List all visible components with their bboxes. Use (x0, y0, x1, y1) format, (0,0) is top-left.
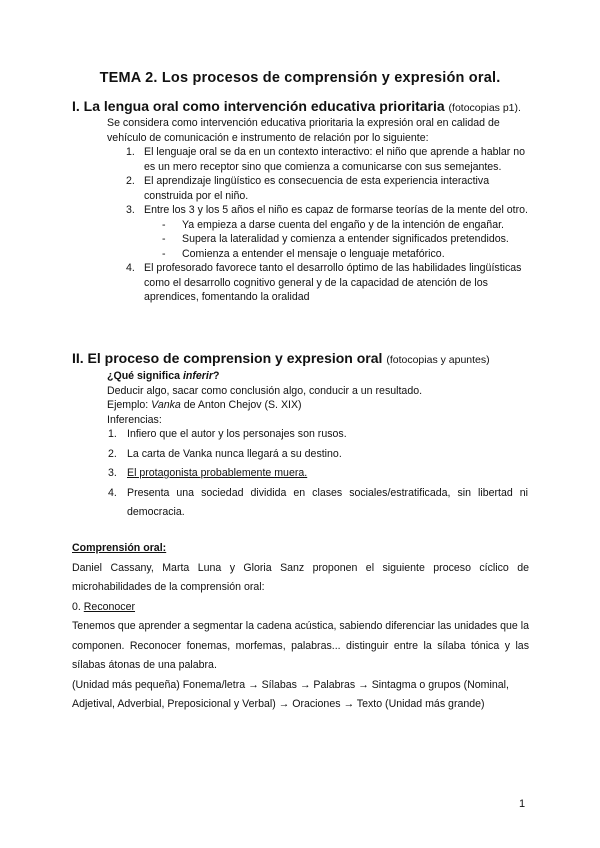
list-item-number: 2. (108, 447, 117, 460)
dash-bullet: - (162, 233, 166, 245)
list-item-text: Entre los 3 y los 5 años el niño es capaz de formarse teorías de la mente del otro. (144, 204, 528, 216)
list-item-number: 1. (108, 428, 117, 440)
list-item (126, 203, 531, 218)
example-line (107, 398, 537, 413)
list-item-text: Infiero que el autor y los personajes son rusos. (127, 428, 347, 440)
list-item-number: 4. (108, 486, 117, 499)
list-item (108, 464, 528, 484)
list-item-number: 1. (126, 146, 135, 158)
dash-bullet: - (162, 247, 166, 260)
step-text: Tenemos que aprender a segmentar la cadena acústica, sabiendo diferenciar las unidades que la componen. Reconocer fonemas, morfemas, palabras... distinguir entre la sílaba tónica y las sílabas átonas de una palabra. (72, 620, 530, 671)
list-item-text: Presenta una sociedad dividida en clases sociales/estratificada, sin libertad ni democracia. (127, 486, 528, 518)
sub-list-item (162, 218, 526, 233)
sub-list-item-text: Supera la lateralidad y comienza a entender significados pretendidos. (182, 233, 509, 245)
section-1-intro: Se considera como intervención educativa prioritaria la expresión oral en calidad de vehículo de comunicación e instrumento de relación por lo siguiente: (107, 117, 500, 144)
list-item-text: El protagonista probablemente muera. (127, 467, 308, 479)
comprension-block (72, 539, 529, 715)
list-item (108, 445, 528, 465)
list-item-number: 2. (126, 175, 135, 187)
sub-list (126, 218, 526, 262)
dash-bullet: - (162, 218, 166, 231)
example-prefix: Ejemplo: (107, 399, 152, 411)
definition: Deducir algo, sacar como conclusión algo, conducir a un resultado. (107, 384, 423, 397)
section-1-note: (fotocopias p1). (448, 102, 521, 114)
example-suffix: de Anton Chejov (S. XIX) (180, 399, 302, 411)
comprension-intro: Daniel Cassany, Marta Luna y Gloria Sanz proponen el siguiente proceso cíclico de microhabilidades de la comprensión oral: (72, 561, 529, 593)
comprension-heading: Comprensión oral: (72, 542, 167, 554)
list-item-number: 4. (126, 262, 135, 274)
list-item (108, 425, 528, 445)
inferir-block (107, 369, 537, 427)
question-line (107, 369, 537, 384)
inferences-list (108, 425, 528, 523)
sub-list-item-text: Ya empieza a darse cuenta del engaño y de la intención de engañar. (182, 218, 504, 231)
sub-list-item (162, 232, 526, 247)
list-item (126, 261, 531, 305)
sub-list-item-text: Comienza a entender el mensaje o lenguaje metafórico. (182, 247, 445, 260)
step-line (72, 598, 529, 618)
list-item-text: La carta de Vanka nunca llegará a su destino. (127, 447, 342, 460)
units-text: (Unidad más pequeña) Fonema/letra → Sílabas → Palabras → Sintagma o grupos (Nominal, Adjetival, Adverbial, Preposicional y Verbal) → Oraciones → Texto (Unidad más grande) (72, 678, 509, 710)
section-1-list (126, 145, 531, 305)
page-number: 1 (519, 798, 526, 810)
section-1-heading-text: I. La lengua oral como intervención educativa prioritaria (72, 98, 445, 114)
section-2-heading-text: II. El proceso de comprension y expresion oral (72, 350, 383, 366)
list-item (108, 484, 528, 523)
example-title: Vanka (151, 399, 181, 411)
list-item-number: 3. (126, 204, 135, 216)
list-item-text: El lenguaje oral se da en un contexto interactivo: el niño que aprende a hablar no es un mero receptor sino que comienza a comunicarse con sus semejantes. (144, 146, 526, 173)
step-number: 0. (72, 600, 84, 613)
list-item-number: 3. (108, 467, 117, 479)
question-word: inferir (182, 370, 213, 382)
section-1-heading (72, 98, 521, 114)
list-item (126, 145, 531, 174)
inferences-label: Inferencias: (107, 413, 162, 426)
list-item-text: El profesorado favorece tanto el desarrollo óptimo de las habilidades lingüísticas como el desarrollo cognitivo general y de la capacidad de atención de los aprendices, fomentando la oralidad (144, 262, 522, 303)
section-2-note: (fotocopias y apuntes) (386, 354, 490, 366)
list-item-text: El aprendizaje lingüístico es consecuencia de esta experiencia interactiva construida por el niño. (144, 175, 490, 202)
question-suffix: ? (212, 370, 220, 382)
question-prefix: ¿Qué significa (107, 370, 183, 382)
section-2-heading (72, 350, 490, 366)
step-label: Reconocer (83, 600, 136, 613)
page-title: TEMA 2. Los procesos de comprensión y expresión oral. (99, 70, 501, 86)
sub-list-item (162, 247, 526, 262)
list-item (126, 174, 531, 203)
